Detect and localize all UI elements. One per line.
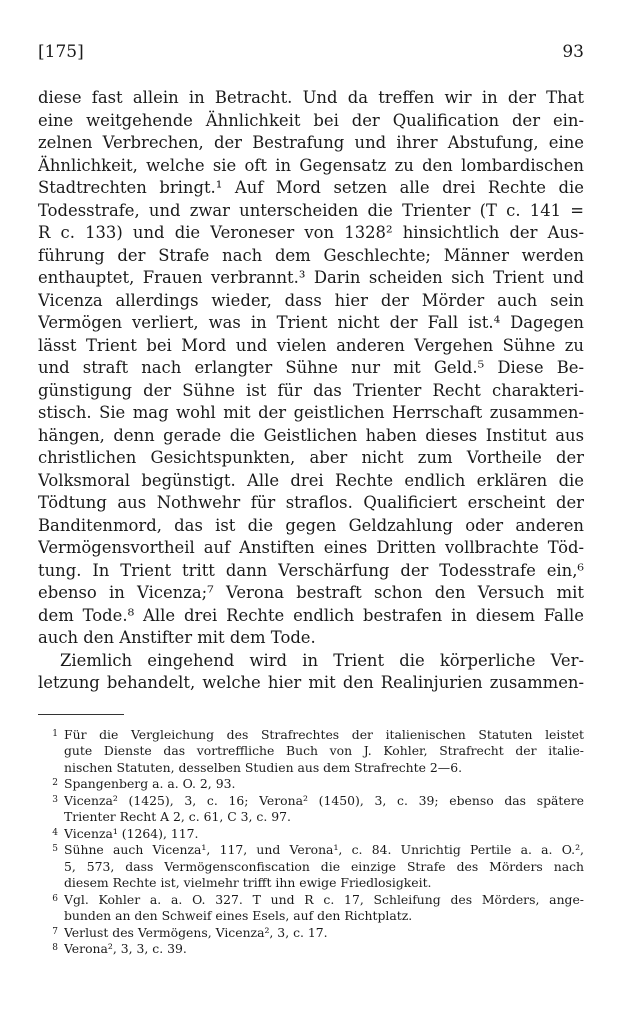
body-line: hängen, denn gerade die Geistlichen haben dieses Institut aus xyxy=(38,425,584,445)
body-line: Vermögen verliert, was in Trient nicht der Fall ist.⁴ Dagegen xyxy=(38,313,584,332)
footnotes xyxy=(38,727,584,958)
footnote-line: Für die Vergleichung des Strafrechtes der italienischen Statuten leistet xyxy=(64,726,584,742)
footnote xyxy=(38,892,584,925)
footnote-line: 5, 573, dass Vermögensconfiscation die einzige Strafe des Mörders nach xyxy=(64,858,584,874)
page-number: 93 xyxy=(562,42,584,62)
footnote xyxy=(38,727,584,777)
footnote-line: nischen Statuten, desselben Studien aus dem Strafrechte 2—6. xyxy=(64,759,463,775)
footnote-number: 8 xyxy=(52,943,58,953)
footnote-number: 7 xyxy=(52,926,58,937)
body-line: Vicenza allerdings wieder, dass hier der Mörder auch sein xyxy=(38,290,584,310)
body-line: Stadtrechten bringt.¹ Auf Mord setzen alle drei Rechte die xyxy=(38,178,584,197)
footnote xyxy=(38,826,584,843)
body-line: Vermögensvortheil auf Anstiften eines Dritten vollbrachte Töd- xyxy=(38,538,584,557)
footnote-line: Sühne auch Vicenza¹, 117, und Verona¹, c. 84. Unrichtig Pertile a. a. O.², xyxy=(64,842,584,857)
footnote-line: diesem Rechte ist, vielmehr trifft ihn ewige Friedlosigkeit. xyxy=(64,875,432,890)
footnote xyxy=(38,793,584,826)
footnote-line: Vicenza² (1425), 3, c. 16; Verona² (1450), 3, c. 39; ebenso das spätere xyxy=(64,792,584,808)
page xyxy=(38,40,584,958)
footnote-line: Verona², 3, 3, c. 39. xyxy=(64,941,187,956)
body-line: Ähnlichkeit, welche sie oft in Gegensatz zu den lombardischen xyxy=(38,155,584,175)
body-text xyxy=(38,87,584,695)
footnote-line: Vicenza¹ (1264), 117. xyxy=(64,825,199,841)
footnote-line: bunden an den Schweif eines Esels, auf den Richtplatz. xyxy=(64,908,413,923)
footnote xyxy=(38,842,584,892)
footnote-line: Verlust des Vermögens, Vicenza², 3, c. 17. xyxy=(64,924,328,940)
body-line: stisch. Sie mag wohl mit der geistlichen Herrschaft zusammen- xyxy=(38,403,584,422)
body-line: ebenso in Vicenza;⁷ Verona bestraft schon den Versuch mit xyxy=(38,583,584,602)
body-line: führung der Strafe nach dem Geschlechte; Männer werden xyxy=(38,245,584,265)
body-line: Ziemlich eingehend wird in Trient die körperliche Ver- xyxy=(60,650,584,670)
page-marker: [175] xyxy=(38,42,84,62)
body-line: Banditenmord, das ist die gegen Geldzahlung oder anderen xyxy=(38,515,584,535)
body-line: Todesstrafe, und zwar unterscheiden die Trienter (T c. 141 = xyxy=(38,200,584,220)
body-line: dem Tode.⁸ Alle drei Rechte endlich bestrafen in diesem Falle xyxy=(38,605,584,625)
footnote-line: Trienter Recht A 2, c. 61, C 3, c. 97. xyxy=(64,809,291,824)
body-line: Tödtung aus Nothwehr für straflos. Qualificiert erscheint der xyxy=(38,493,584,512)
footnote-number: 4 xyxy=(52,827,58,838)
body-line: günstigung der Sühne ist für das Trienter Recht charakteri- xyxy=(38,380,584,400)
body-line: enthauptet, Frauen verbrannt.³ Darin scheiden sich Trient und xyxy=(38,268,584,287)
body-line: lässt Trient bei Mord und vielen anderen Vergehen Sühne zu xyxy=(38,335,584,355)
footnote-number: 5 xyxy=(52,844,58,854)
footnote-line: gute Dienste das vortreffliche Buch von J. Kohler, Strafrecht der italie- xyxy=(64,743,584,758)
body-line: zelnen Verbrechen, der Bestrafung und ihrer Abstufung, eine xyxy=(38,133,584,152)
body-line: und straft nach erlangter Sühne nur mit Geld.⁵ Diese Be- xyxy=(38,358,584,377)
body-line: eine weitgehende Ähnlichkeit bei der Qualification der ein- xyxy=(38,110,584,130)
footnote xyxy=(38,941,584,958)
body-line: diese fast allein in Betracht. Und da treffen wir in der That xyxy=(38,88,584,107)
footnote-number: 3 xyxy=(52,794,58,805)
running-header xyxy=(38,40,584,64)
body-line: Volksmoral begünstigt. Alle drei Rechte endlich erklären die xyxy=(38,470,584,490)
footnote-rule xyxy=(38,714,124,715)
body-line: tung. In Trient tritt dann Verschärfung der Todesstrafe ein,⁶ xyxy=(38,560,584,580)
body-line: christlichen Gesichtspunkten, aber nicht zum Vortheile der xyxy=(38,448,584,467)
footnote-number: 2 xyxy=(52,778,58,788)
footnote-number: 1 xyxy=(52,728,58,739)
body-line: letzung behandelt, welche hier mit den Realinjurien zusammen- xyxy=(38,673,584,692)
body-line: R c. 133) und die Veroneser von 1328² hinsichtlich der Aus- xyxy=(38,223,584,242)
footnote-line: Spangenberg a. a. O. 2, 93. xyxy=(64,776,236,791)
footnote xyxy=(38,776,584,793)
body-line: auch den Anstifter mit dem Tode. xyxy=(38,628,316,647)
footnote xyxy=(38,925,584,942)
footnote-line: Vgl. Kohler a. a. O. 327. T und R c. 17, Schleifung des Mörders, ange- xyxy=(64,891,584,907)
footnote-number: 6 xyxy=(52,893,58,904)
